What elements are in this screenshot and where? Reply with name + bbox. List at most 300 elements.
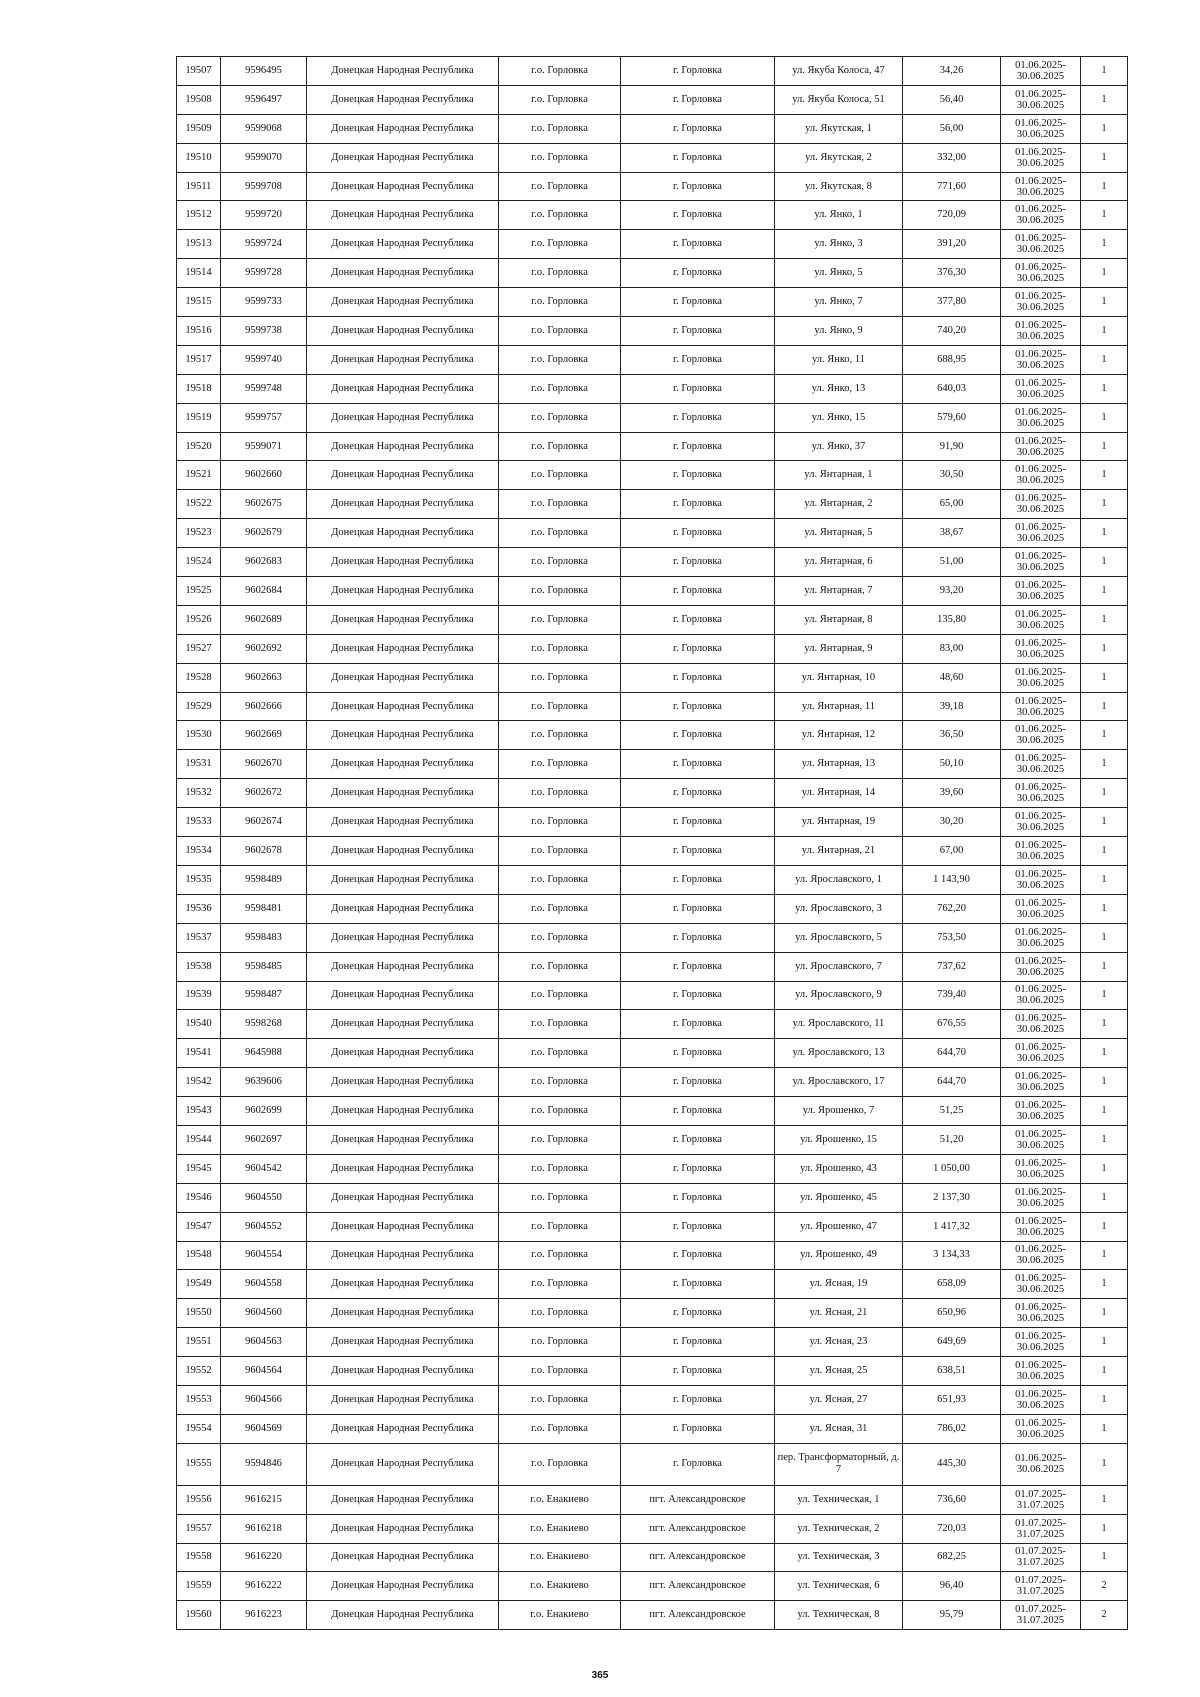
area-value: 688,95 xyxy=(903,345,1001,374)
street-address: ул. Ярославского, 9 xyxy=(775,981,903,1010)
table-row xyxy=(177,57,1128,86)
district-name: г.о. Горловка xyxy=(499,143,621,172)
street-address: ул. Ярославского, 5 xyxy=(775,923,903,952)
area-value: 638,51 xyxy=(903,1357,1001,1386)
object-code: 9602670 xyxy=(221,750,307,779)
region-name: Донецкая Народная Республика xyxy=(307,1241,499,1270)
settlement-name: г. Горловка xyxy=(621,865,775,894)
object-code: 9599748 xyxy=(221,374,307,403)
street-address: ул. Ярославского, 3 xyxy=(775,894,903,923)
region-name: Донецкая Народная Республика xyxy=(307,634,499,663)
settlement-name: г. Горловка xyxy=(621,1414,775,1443)
object-code: 9596495 xyxy=(221,57,307,86)
area-value: 651,93 xyxy=(903,1385,1001,1414)
row-number: 19525 xyxy=(177,577,221,606)
street-address: ул. Якутская, 2 xyxy=(775,143,903,172)
region-name: Донецкая Народная Республика xyxy=(307,779,499,808)
area-value: 36,50 xyxy=(903,721,1001,750)
period-range: 01.06.2025-30.06.2025 xyxy=(1001,952,1081,981)
row-number: 19516 xyxy=(177,317,221,346)
region-name: Донецкая Народная Республика xyxy=(307,403,499,432)
area-value: 3 134,33 xyxy=(903,1241,1001,1270)
object-code: 9602666 xyxy=(221,692,307,721)
count-value: 1 xyxy=(1081,1414,1128,1443)
settlement-name: г. Горловка xyxy=(621,779,775,808)
district-name: г.о. Горловка xyxy=(499,865,621,894)
table-row xyxy=(177,721,1128,750)
period-range: 01.06.2025-30.06.2025 xyxy=(1001,1154,1081,1183)
period-range: 01.06.2025-30.06.2025 xyxy=(1001,114,1081,143)
area-value: 762,20 xyxy=(903,894,1001,923)
settlement-name: г. Горловка xyxy=(621,1443,775,1485)
region-name: Донецкая Народная Республика xyxy=(307,143,499,172)
period-range: 01.06.2025-30.06.2025 xyxy=(1001,692,1081,721)
object-code: 9616215 xyxy=(221,1485,307,1514)
count-value: 1 xyxy=(1081,923,1128,952)
period-range: 01.06.2025-30.06.2025 xyxy=(1001,57,1081,86)
area-value: 50,10 xyxy=(903,750,1001,779)
district-name: г.о. Горловка xyxy=(499,1357,621,1386)
street-address: ул. Янтарная, 2 xyxy=(775,490,903,519)
count-value: 1 xyxy=(1081,461,1128,490)
object-code: 9604542 xyxy=(221,1154,307,1183)
district-name: г.о. Горловка xyxy=(499,1299,621,1328)
object-code: 9604554 xyxy=(221,1241,307,1270)
row-number: 19515 xyxy=(177,288,221,317)
street-address: ул. Ярошенко, 47 xyxy=(775,1212,903,1241)
object-code: 9599068 xyxy=(221,114,307,143)
period-range: 01.06.2025-30.06.2025 xyxy=(1001,317,1081,346)
settlement-name: г. Горловка xyxy=(621,692,775,721)
document-page xyxy=(176,56,1128,1630)
period-range: 01.06.2025-30.06.2025 xyxy=(1001,634,1081,663)
row-number: 19520 xyxy=(177,432,221,461)
row-number: 19556 xyxy=(177,1485,221,1514)
street-address: ул. Ярославского, 7 xyxy=(775,952,903,981)
count-value: 1 xyxy=(1081,288,1128,317)
area-value: 56,00 xyxy=(903,114,1001,143)
region-name: Донецкая Народная Республика xyxy=(307,663,499,692)
object-code: 9616222 xyxy=(221,1572,307,1601)
area-value: 51,00 xyxy=(903,548,1001,577)
row-number: 19553 xyxy=(177,1385,221,1414)
object-code: 9599720 xyxy=(221,201,307,230)
area-value: 740,20 xyxy=(903,317,1001,346)
table-row xyxy=(177,952,1128,981)
district-name: г.о. Горловка xyxy=(499,981,621,1010)
table-row xyxy=(177,1039,1128,1068)
street-address: ул. Ярославского, 13 xyxy=(775,1039,903,1068)
period-range: 01.06.2025-30.06.2025 xyxy=(1001,85,1081,114)
district-name: г.о. Горловка xyxy=(499,114,621,143)
area-value: 93,20 xyxy=(903,577,1001,606)
area-value: 753,50 xyxy=(903,923,1001,952)
table-row xyxy=(177,1183,1128,1212)
settlement-name: г. Горловка xyxy=(621,172,775,201)
count-value: 1 xyxy=(1081,490,1128,519)
area-value: 48,60 xyxy=(903,663,1001,692)
row-number: 19551 xyxy=(177,1328,221,1357)
settlement-name: г. Горловка xyxy=(621,461,775,490)
region-name: Донецкая Народная Республика xyxy=(307,1039,499,1068)
street-address: ул. Ярошенко, 15 xyxy=(775,1125,903,1154)
object-code: 9599740 xyxy=(221,345,307,374)
street-address: ул. Янко, 3 xyxy=(775,230,903,259)
street-address: ул. Ясная, 19 xyxy=(775,1270,903,1299)
period-range: 01.07.2025-31.07.2025 xyxy=(1001,1543,1081,1572)
count-value: 1 xyxy=(1081,172,1128,201)
period-range: 01.06.2025-30.06.2025 xyxy=(1001,345,1081,374)
area-value: 771,60 xyxy=(903,172,1001,201)
table-row xyxy=(177,461,1128,490)
area-value: 30,50 xyxy=(903,461,1001,490)
region-name: Донецкая Народная Республика xyxy=(307,1154,499,1183)
table-row xyxy=(177,750,1128,779)
area-value: 96,40 xyxy=(903,1572,1001,1601)
table-row xyxy=(177,143,1128,172)
district-name: г.о. Горловка xyxy=(499,837,621,866)
table-row xyxy=(177,288,1128,317)
street-address: ул. Янтарная, 6 xyxy=(775,548,903,577)
table-row xyxy=(177,114,1128,143)
region-name: Донецкая Народная Республика xyxy=(307,1601,499,1630)
count-value: 1 xyxy=(1081,634,1128,663)
period-range: 01.06.2025-30.06.2025 xyxy=(1001,837,1081,866)
street-address: ул. Якуба Колоса, 47 xyxy=(775,57,903,86)
row-number: 19549 xyxy=(177,1270,221,1299)
period-range: 01.06.2025-30.06.2025 xyxy=(1001,779,1081,808)
object-code: 9602678 xyxy=(221,837,307,866)
count-value: 1 xyxy=(1081,1270,1128,1299)
row-number: 19532 xyxy=(177,779,221,808)
region-name: Донецкая Народная Республика xyxy=(307,865,499,894)
table-row xyxy=(177,1485,1128,1514)
region-name: Донецкая Народная Республика xyxy=(307,1443,499,1485)
area-value: 391,20 xyxy=(903,230,1001,259)
district-name: г.о. Енакиево xyxy=(499,1485,621,1514)
district-name: г.о. Горловка xyxy=(499,403,621,432)
count-value: 1 xyxy=(1081,692,1128,721)
street-address: ул. Ярошенко, 7 xyxy=(775,1097,903,1126)
object-code: 9602683 xyxy=(221,548,307,577)
street-address: ул. Янтарная, 9 xyxy=(775,634,903,663)
settlement-name: г. Горловка xyxy=(621,143,775,172)
street-address: ул. Ясная, 31 xyxy=(775,1414,903,1443)
table-row xyxy=(177,663,1128,692)
street-address: ул. Ярославского, 11 xyxy=(775,1010,903,1039)
object-code: 9602663 xyxy=(221,663,307,692)
table-row xyxy=(177,317,1128,346)
buildings-table xyxy=(176,56,1128,1630)
period-range: 01.06.2025-30.06.2025 xyxy=(1001,923,1081,952)
region-name: Донецкая Народная Республика xyxy=(307,1097,499,1126)
object-code: 9598268 xyxy=(221,1010,307,1039)
count-value: 1 xyxy=(1081,1068,1128,1097)
table-row xyxy=(177,432,1128,461)
region-name: Донецкая Народная Республика xyxy=(307,490,499,519)
street-address: ул. Якуба Колоса, 51 xyxy=(775,85,903,114)
count-value: 1 xyxy=(1081,1514,1128,1543)
settlement-name: г. Горловка xyxy=(621,1039,775,1068)
count-value: 1 xyxy=(1081,1357,1128,1386)
settlement-name: г. Горловка xyxy=(621,981,775,1010)
settlement-name: пгт. Александровское xyxy=(621,1543,775,1572)
object-code: 9604569 xyxy=(221,1414,307,1443)
district-name: г.о. Горловка xyxy=(499,85,621,114)
table-row xyxy=(177,374,1128,403)
count-value: 2 xyxy=(1081,1572,1128,1601)
table-row xyxy=(177,230,1128,259)
period-range: 01.06.2025-30.06.2025 xyxy=(1001,1414,1081,1443)
area-value: 95,79 xyxy=(903,1601,1001,1630)
area-value: 640,03 xyxy=(903,374,1001,403)
row-number: 19544 xyxy=(177,1125,221,1154)
street-address: ул. Ярославского, 17 xyxy=(775,1068,903,1097)
period-range: 01.06.2025-30.06.2025 xyxy=(1001,1212,1081,1241)
table-row xyxy=(177,981,1128,1010)
district-name: г.о. Горловка xyxy=(499,1385,621,1414)
district-name: г.о. Горловка xyxy=(499,519,621,548)
period-range: 01.06.2025-30.06.2025 xyxy=(1001,1125,1081,1154)
region-name: Донецкая Народная Республика xyxy=(307,605,499,634)
period-range: 01.07.2025-31.07.2025 xyxy=(1001,1572,1081,1601)
region-name: Донецкая Народная Республика xyxy=(307,1357,499,1386)
table-body xyxy=(177,57,1128,1630)
region-name: Донецкая Народная Республика xyxy=(307,808,499,837)
street-address: ул. Ярошенко, 43 xyxy=(775,1154,903,1183)
object-code: 9596497 xyxy=(221,85,307,114)
object-code: 9604560 xyxy=(221,1299,307,1328)
district-name: г.о. Горловка xyxy=(499,1414,621,1443)
period-range: 01.06.2025-30.06.2025 xyxy=(1001,865,1081,894)
settlement-name: г. Горловка xyxy=(621,952,775,981)
row-number: 19538 xyxy=(177,952,221,981)
street-address: ул. Техническая, 2 xyxy=(775,1514,903,1543)
count-value: 1 xyxy=(1081,981,1128,1010)
district-name: г.о. Енакиево xyxy=(499,1514,621,1543)
count-value: 1 xyxy=(1081,259,1128,288)
object-code: 9604566 xyxy=(221,1385,307,1414)
area-value: 676,55 xyxy=(903,1010,1001,1039)
row-number: 19530 xyxy=(177,721,221,750)
street-address: ул. Янко, 11 xyxy=(775,345,903,374)
period-range: 01.06.2025-30.06.2025 xyxy=(1001,432,1081,461)
region-name: Донецкая Народная Республика xyxy=(307,1068,499,1097)
region-name: Донецкая Народная Республика xyxy=(307,317,499,346)
period-range: 01.06.2025-30.06.2025 xyxy=(1001,259,1081,288)
object-code: 9599728 xyxy=(221,259,307,288)
region-name: Донецкая Народная Республика xyxy=(307,374,499,403)
settlement-name: г. Горловка xyxy=(621,1097,775,1126)
street-address: ул. Янтарная, 19 xyxy=(775,808,903,837)
settlement-name: г. Горловка xyxy=(621,114,775,143)
settlement-name: г. Горловка xyxy=(621,837,775,866)
district-name: г.о. Горловка xyxy=(499,634,621,663)
region-name: Донецкая Народная Республика xyxy=(307,952,499,981)
object-code: 9602675 xyxy=(221,490,307,519)
object-code: 9602697 xyxy=(221,1125,307,1154)
row-number: 19536 xyxy=(177,894,221,923)
period-range: 01.06.2025-30.06.2025 xyxy=(1001,490,1081,519)
street-address: ул. Техническая, 1 xyxy=(775,1485,903,1514)
table-row xyxy=(177,1068,1128,1097)
object-code: 9602660 xyxy=(221,461,307,490)
district-name: г.о. Горловка xyxy=(499,288,621,317)
area-value: 65,00 xyxy=(903,490,1001,519)
table-row xyxy=(177,1097,1128,1126)
object-code: 9602692 xyxy=(221,634,307,663)
street-address: ул. Янко, 15 xyxy=(775,403,903,432)
table-row xyxy=(177,1241,1128,1270)
period-range: 01.06.2025-30.06.2025 xyxy=(1001,981,1081,1010)
count-value: 1 xyxy=(1081,750,1128,779)
area-value: 739,40 xyxy=(903,981,1001,1010)
settlement-name: г. Горловка xyxy=(621,259,775,288)
row-number: 19557 xyxy=(177,1514,221,1543)
row-number: 19543 xyxy=(177,1097,221,1126)
count-value: 1 xyxy=(1081,605,1128,634)
street-address: ул. Янтарная, 11 xyxy=(775,692,903,721)
settlement-name: г. Горловка xyxy=(621,1241,775,1270)
area-value: 649,69 xyxy=(903,1328,1001,1357)
district-name: г.о. Горловка xyxy=(499,461,621,490)
settlement-name: г. Горловка xyxy=(621,923,775,952)
district-name: г.о. Горловка xyxy=(499,1039,621,1068)
district-name: г.о. Горловка xyxy=(499,1097,621,1126)
street-address: ул. Янко, 9 xyxy=(775,317,903,346)
area-value: 1 143,90 xyxy=(903,865,1001,894)
street-address: ул. Ярошенко, 49 xyxy=(775,1241,903,1270)
period-range: 01.06.2025-30.06.2025 xyxy=(1001,519,1081,548)
settlement-name: пгт. Александровское xyxy=(621,1514,775,1543)
count-value: 1 xyxy=(1081,230,1128,259)
period-range: 01.06.2025-30.06.2025 xyxy=(1001,663,1081,692)
region-name: Донецкая Народная Республика xyxy=(307,548,499,577)
region-name: Донецкая Народная Республика xyxy=(307,1183,499,1212)
settlement-name: г. Горловка xyxy=(621,577,775,606)
period-range: 01.06.2025-30.06.2025 xyxy=(1001,403,1081,432)
settlement-name: г. Горловка xyxy=(621,230,775,259)
district-name: г.о. Горловка xyxy=(499,923,621,952)
settlement-name: г. Горловка xyxy=(621,1357,775,1386)
count-value: 1 xyxy=(1081,1183,1128,1212)
street-address: ул. Ясная, 25 xyxy=(775,1357,903,1386)
settlement-name: г. Горловка xyxy=(621,548,775,577)
period-range: 01.06.2025-30.06.2025 xyxy=(1001,1097,1081,1126)
row-number: 19540 xyxy=(177,1010,221,1039)
row-number: 19541 xyxy=(177,1039,221,1068)
row-number: 19545 xyxy=(177,1154,221,1183)
object-code: 9602674 xyxy=(221,808,307,837)
area-value: 67,00 xyxy=(903,837,1001,866)
street-address: ул. Якутская, 1 xyxy=(775,114,903,143)
area-value: 737,62 xyxy=(903,952,1001,981)
period-range: 01.06.2025-30.06.2025 xyxy=(1001,1039,1081,1068)
district-name: г.о. Енакиево xyxy=(499,1572,621,1601)
street-address: пер. Трансформаторный, д. 7 xyxy=(775,1443,903,1485)
object-code: 9604563 xyxy=(221,1328,307,1357)
street-address: ул. Техническая, 8 xyxy=(775,1601,903,1630)
district-name: г.о. Горловка xyxy=(499,548,621,577)
object-code: 9599708 xyxy=(221,172,307,201)
district-name: г.о. Енакиево xyxy=(499,1543,621,1572)
count-value: 1 xyxy=(1081,201,1128,230)
region-name: Донецкая Народная Республика xyxy=(307,259,499,288)
row-number: 19522 xyxy=(177,490,221,519)
table-row xyxy=(177,894,1128,923)
area-value: 38,67 xyxy=(903,519,1001,548)
table-row xyxy=(177,1514,1128,1543)
district-name: г.о. Горловка xyxy=(499,808,621,837)
row-number: 19547 xyxy=(177,1212,221,1241)
period-range: 01.06.2025-30.06.2025 xyxy=(1001,808,1081,837)
settlement-name: пгт. Александровское xyxy=(621,1572,775,1601)
period-range: 01.06.2025-30.06.2025 xyxy=(1001,172,1081,201)
object-code: 9599738 xyxy=(221,317,307,346)
row-number: 19535 xyxy=(177,865,221,894)
settlement-name: г. Горловка xyxy=(621,201,775,230)
object-code: 9598483 xyxy=(221,923,307,952)
district-name: г.о. Горловка xyxy=(499,750,621,779)
row-number: 19552 xyxy=(177,1357,221,1386)
district-name: г.о. Горловка xyxy=(499,490,621,519)
region-name: Донецкая Народная Республика xyxy=(307,1514,499,1543)
table-row xyxy=(177,808,1128,837)
object-code: 9616220 xyxy=(221,1543,307,1572)
row-number: 19558 xyxy=(177,1543,221,1572)
count-value: 1 xyxy=(1081,1010,1128,1039)
row-number: 19526 xyxy=(177,605,221,634)
area-value: 786,02 xyxy=(903,1414,1001,1443)
row-number: 19554 xyxy=(177,1414,221,1443)
object-code: 9602689 xyxy=(221,605,307,634)
row-number: 19519 xyxy=(177,403,221,432)
settlement-name: г. Горловка xyxy=(621,1270,775,1299)
object-code: 9599071 xyxy=(221,432,307,461)
table-row xyxy=(177,1385,1128,1414)
period-range: 01.06.2025-30.06.2025 xyxy=(1001,1357,1081,1386)
count-value: 1 xyxy=(1081,57,1128,86)
area-value: 34,26 xyxy=(903,57,1001,86)
district-name: г.о. Горловка xyxy=(499,1270,621,1299)
row-number: 19539 xyxy=(177,981,221,1010)
district-name: г.о. Горловка xyxy=(499,1328,621,1357)
district-name: г.о. Горловка xyxy=(499,345,621,374)
row-number: 19521 xyxy=(177,461,221,490)
area-value: 445,30 xyxy=(903,1443,1001,1485)
count-value: 1 xyxy=(1081,779,1128,808)
object-code: 9602672 xyxy=(221,779,307,808)
region-name: Донецкая Народная Республика xyxy=(307,432,499,461)
area-value: 135,80 xyxy=(903,605,1001,634)
period-range: 01.06.2025-30.06.2025 xyxy=(1001,1010,1081,1039)
district-name: г.о. Горловка xyxy=(499,1154,621,1183)
object-code: 9645988 xyxy=(221,1039,307,1068)
street-address: ул. Ярославского, 1 xyxy=(775,865,903,894)
settlement-name: г. Горловка xyxy=(621,519,775,548)
settlement-name: пгт. Александровское xyxy=(621,1485,775,1514)
count-value: 1 xyxy=(1081,1097,1128,1126)
district-name: г.о. Горловка xyxy=(499,894,621,923)
settlement-name: г. Горловка xyxy=(621,1328,775,1357)
table-row xyxy=(177,634,1128,663)
period-range: 01.06.2025-30.06.2025 xyxy=(1001,894,1081,923)
period-range: 01.06.2025-30.06.2025 xyxy=(1001,605,1081,634)
region-name: Донецкая Народная Республика xyxy=(307,1385,499,1414)
district-name: г.о. Горловка xyxy=(499,201,621,230)
settlement-name: г. Горловка xyxy=(621,288,775,317)
row-number: 19529 xyxy=(177,692,221,721)
